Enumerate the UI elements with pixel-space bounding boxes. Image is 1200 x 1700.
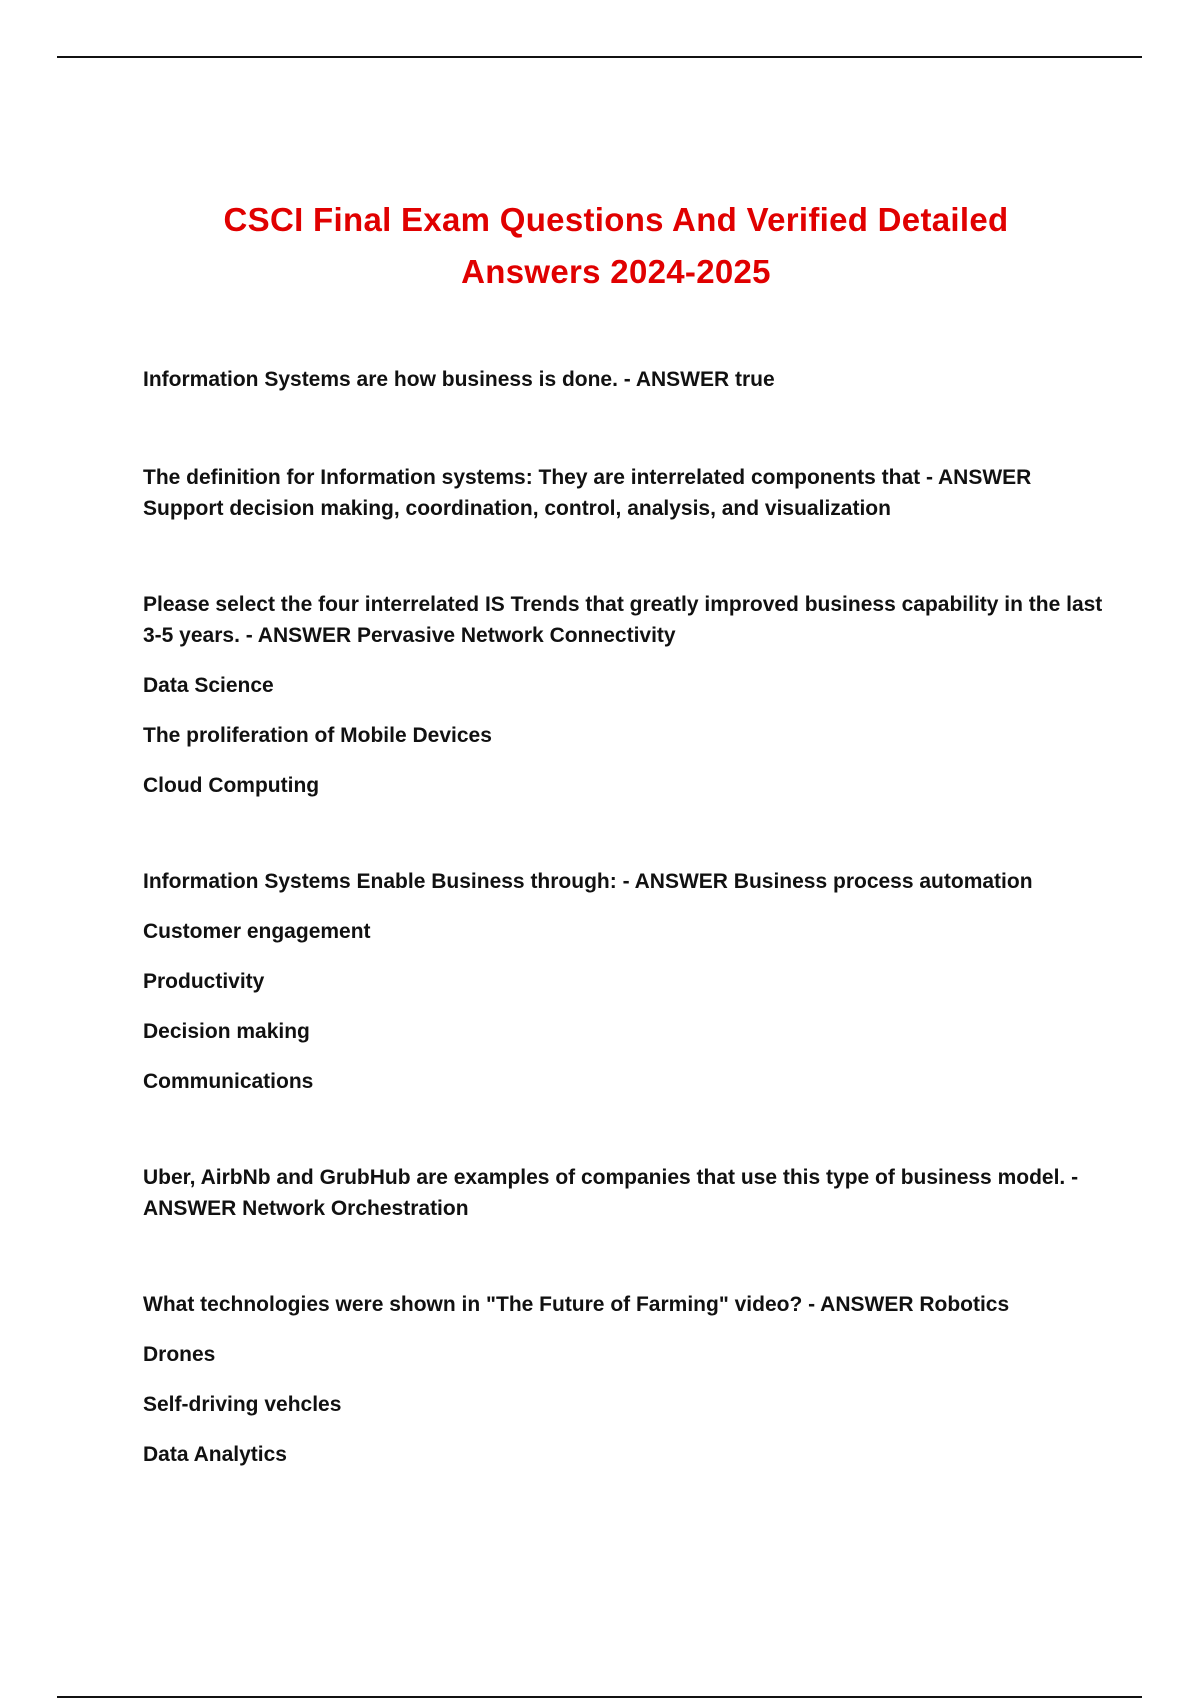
qa-question: Information Systems Enable Business through: - ANSWER Business process automation [143,870,1033,893]
qa-answer-line: Productivity [143,970,265,993]
bottom-divider [57,1696,1142,1698]
qa-item [143,866,1103,1097]
qa-answer-line: Cloud Computing [143,774,320,797]
title-line-1: CSCI Final Exam Questions And Verified Detailed [223,201,1009,238]
qa-item [143,1162,1103,1224]
qa-answer-line: Data Science [143,674,274,697]
top-divider [57,56,1142,58]
qa-question: Please select the four interrelated IS Trends that greatly improved business capability in the last 3-5 years. - ANSWER Pervasive Network Connectivity [143,593,1103,647]
qa-answer-line: Drones [143,1343,216,1366]
qa-answer-line: Self-driving vehcles [143,1393,342,1416]
qa-answer-line: Customer engagement [143,920,371,943]
qa-answer-line: The proliferation of Mobile Devices [143,724,492,747]
qa-answer-line: Communications [143,1070,314,1093]
document-title [120,194,1112,298]
qa-item [143,462,1103,524]
qa-question: Uber, AirbNb and GrubHub are examples of companies that use this type of business model. - ANSWER Network Orchestration [143,1166,1079,1220]
qa-item [143,1289,1103,1470]
qa-item [143,589,1103,801]
title-line-2: Answers 2024-2025 [461,253,771,290]
qa-question: What technologies were shown in "The Future of Farming" video? - ANSWER Robotics [143,1293,1010,1316]
qa-question: The definition for Information systems: They are interrelated components that - ANSWER Support decision making, coordination, control, analysis, and visualization [143,466,1032,520]
qa-answer-line: Data Analytics [143,1443,287,1466]
qa-item [143,364,1103,395]
qa-list [143,364,1103,1535]
qa-question: Information Systems are how business is done. - ANSWER true [143,368,775,391]
qa-answer-line: Decision making [143,1020,310,1043]
